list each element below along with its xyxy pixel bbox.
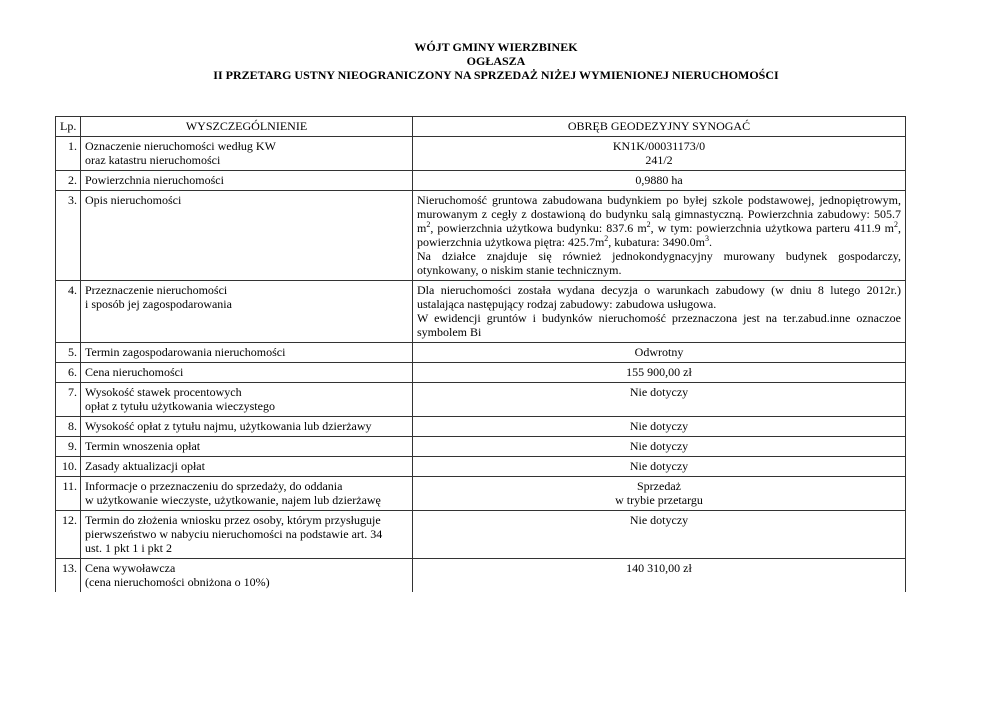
desc-text: , powierzchnia użytkowa budynku: 837.6 m: [430, 221, 647, 235]
table-row: [56, 191, 906, 281]
row-label-line: i sposób jej zagospodarowania: [85, 297, 232, 311]
table-row: [56, 343, 906, 363]
row-label: [81, 559, 413, 593]
row-value: 140 310,00 zł: [413, 559, 906, 593]
desc-text: , powierzchnia użytkowa piętra: 425.7m: [417, 221, 901, 249]
row-number: 4.: [56, 281, 81, 343]
desc-text: , w tym: powierzchnia użytkowa parteru 411.9 m: [650, 221, 894, 235]
row-value-line: 241/2: [645, 153, 673, 167]
row-label-line: Przeznaczenie nieruchomości: [85, 283, 228, 297]
table-row: [56, 171, 906, 191]
row-label: Termin zagospodarowania nieruchomości: [81, 343, 413, 363]
row-label: Opis nieruchomości: [81, 191, 413, 281]
table-row: [56, 437, 906, 457]
row-description: [413, 281, 906, 343]
superscript: 2: [604, 234, 609, 243]
description-paragraph: Dla nieruchomości została wydana decyzja o warunkach zabudowy (w dniu 8 lutego 2012r.) ustalająca następujący rodzaj zabudowy: zabudowa usługowa.: [417, 283, 901, 311]
row-label: [81, 477, 413, 511]
row-value: [413, 477, 906, 511]
row-label-line: Wysokość stawek procentowych: [85, 385, 242, 399]
row-value: Nie dotyczy: [413, 457, 906, 477]
row-number: 2.: [56, 171, 81, 191]
row-label-line: (cena nieruchomości obniżona o 10%): [85, 575, 270, 589]
row-number: 7.: [56, 383, 81, 417]
row-number: 5.: [56, 343, 81, 363]
row-value: 155 900,00 zł: [413, 363, 906, 383]
row-number: 12.: [56, 511, 81, 559]
superscript: 2: [426, 220, 431, 229]
table-row: [56, 363, 906, 383]
row-value-line: w trybie przetargu: [615, 493, 703, 507]
row-label-line: Termin do złożenia wniosku przez osoby, którym przysługuje: [85, 513, 381, 527]
table-header-row: [56, 117, 906, 137]
description-paragraph: Na działce znajduje się również jednokondygnacyjny murowany budynek gospodarczy, otynkowany, o niskim stanie technicznym.: [417, 249, 901, 277]
header-lp: Lp.: [56, 117, 81, 137]
row-label: Zasady aktualizacji opłat: [81, 457, 413, 477]
row-label-line: opłat z tytułu użytkowania wieczystego: [85, 399, 275, 413]
row-value: 0,9880 ha: [413, 171, 906, 191]
row-label: Cena nieruchomości: [81, 363, 413, 383]
row-value: [413, 137, 906, 171]
superscript: 3: [704, 234, 709, 243]
row-value: Odwrotny: [413, 343, 906, 363]
header-line-2: OGŁASZA: [466, 54, 526, 68]
desc-text: Nieruchomość gruntowa zabudowana budynkiem po byłej szkole podstawowej, jednopiętrowym, murowanym z cegły z dostawioną do budynku salą gimnastyczną. Powierzchnia zabudowy: 505.7 m: [417, 193, 901, 235]
row-label-line: Informacje o przeznaczeniu do sprzedaży, do oddania: [85, 479, 343, 493]
row-number: 11.: [56, 477, 81, 511]
row-label: [81, 281, 413, 343]
row-description: [413, 191, 906, 281]
row-value-line: Sprzedaż: [637, 479, 681, 493]
header-line-1: WÓJT GMINY WIERZBINEK: [414, 40, 578, 54]
property-table: [55, 116, 906, 592]
row-label: Termin wnoszenia opłat: [81, 437, 413, 457]
row-value: Nie dotyczy: [413, 437, 906, 457]
table-row: [56, 511, 906, 559]
desc-text: , kubatura: 3490.0m: [608, 235, 705, 249]
superscript: 2: [646, 220, 651, 229]
table-row: [56, 281, 906, 343]
table-row: [56, 383, 906, 417]
row-number: 9.: [56, 437, 81, 457]
row-value: Nie dotyczy: [413, 383, 906, 417]
table-row: [56, 137, 906, 171]
row-number: 1.: [56, 137, 81, 171]
row-label-line: Cena wywoławcza: [85, 561, 176, 575]
row-label-line: oraz katastru nieruchomości: [85, 153, 221, 167]
row-value: Nie dotyczy: [413, 511, 906, 559]
row-number: 8.: [56, 417, 81, 437]
row-number: 3.: [56, 191, 81, 281]
row-number: 10.: [56, 457, 81, 477]
row-label-line: ust. 1 pkt 1 i pkt 2: [85, 541, 173, 555]
row-label: [81, 383, 413, 417]
header-item: WYSZCZEGÓLNIENIE: [81, 117, 413, 137]
description-paragraph: W ewidencji gruntów i budynków nieruchomość przeznaczona jest na ter.zabud.inne oznaczoe symbolem Bi: [417, 311, 901, 339]
row-label: Powierzchnia nieruchomości: [81, 171, 413, 191]
desc-text: .: [708, 235, 712, 249]
row-number: 6.: [56, 363, 81, 383]
description-paragraph: [417, 193, 901, 249]
header-value: OBRĘB GEODEZYJNY SYNOGAĆ: [413, 117, 906, 137]
table-row: [56, 559, 906, 593]
row-label: [81, 511, 413, 559]
row-label-line: Oznaczenie nieruchomości według KW: [85, 139, 276, 153]
row-label-line: w użytkowanie wieczyste, użytkowanie, najem lub dzierżawę: [85, 493, 381, 507]
row-number: 13.: [56, 559, 81, 593]
row-label: Wysokość opłat z tytułu najmu, użytkowania lub dzierżawy: [81, 417, 413, 437]
row-value-line: KN1K/00031173/0: [612, 139, 706, 153]
table-row: [56, 457, 906, 477]
header-line-3: II PRZETARG USTNY NIEOGRANICZONY NA SPRZEDAŻ NIŻEJ WYMIENIONEJ NIERUCHOMOŚCI: [213, 68, 779, 82]
announcement-header: [0, 40, 992, 82]
row-label-line: pierwszeństwo w nabyciu nieruchomości na podstawie art. 34: [85, 527, 383, 541]
row-label: [81, 137, 413, 171]
table-row: [56, 417, 906, 437]
table-row: [56, 477, 906, 511]
row-value: Nie dotyczy: [413, 417, 906, 437]
superscript: 2: [894, 220, 898, 229]
